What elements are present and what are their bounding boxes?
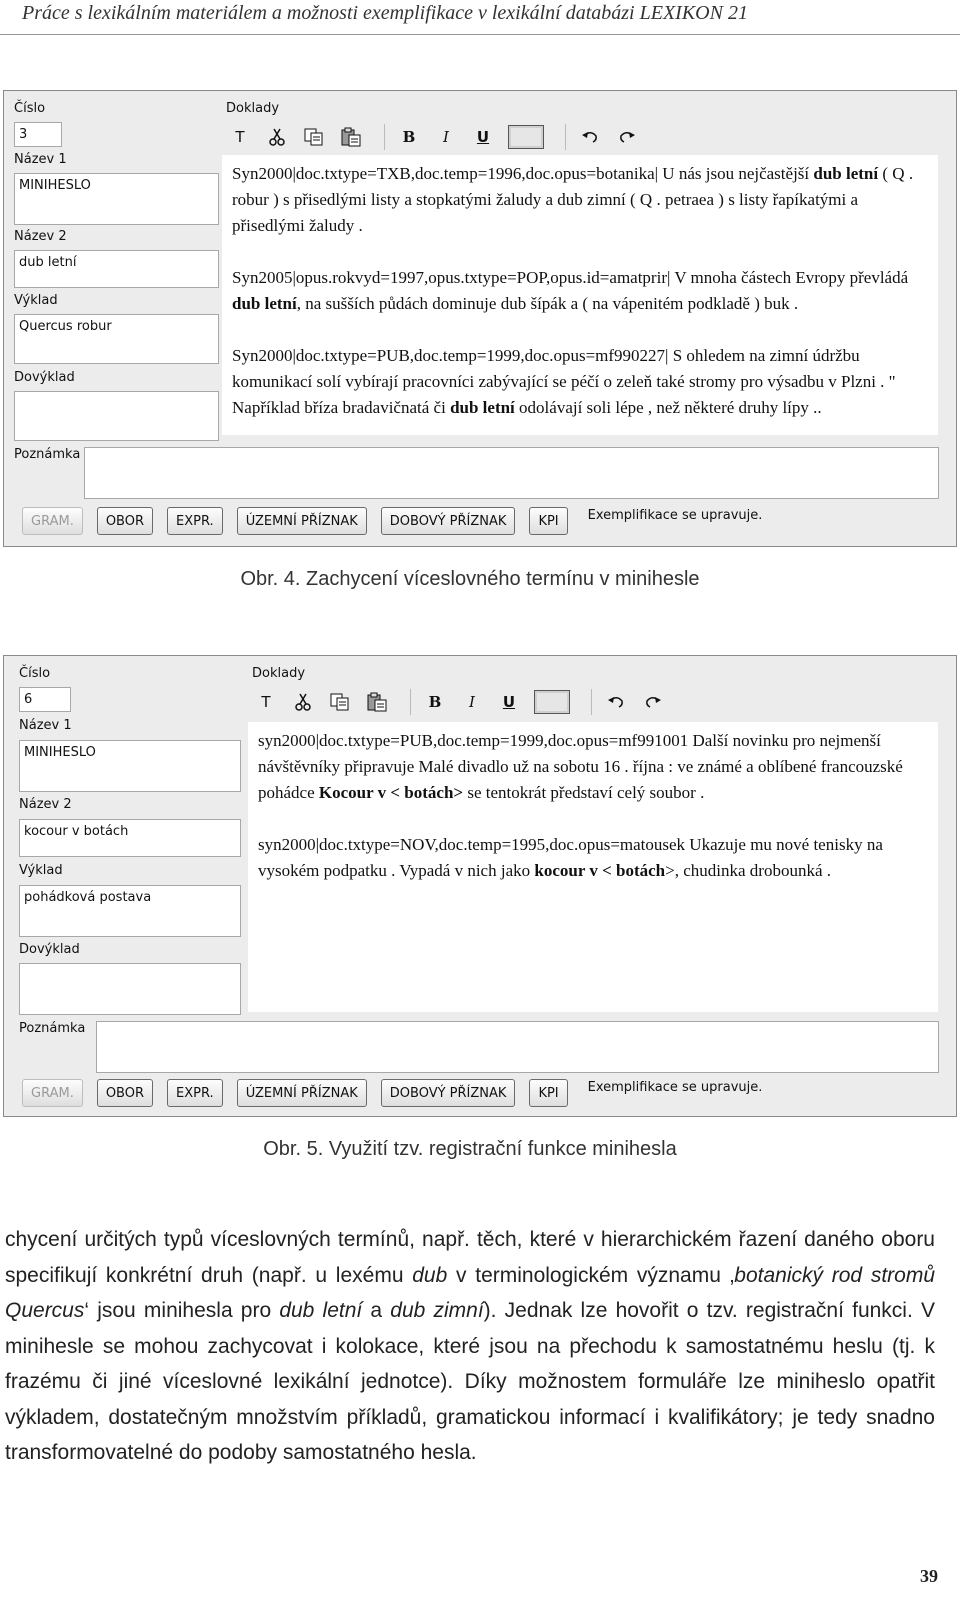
headword-highlight: dub letní xyxy=(450,398,515,417)
doklad-text: >, chudinka drobounká . xyxy=(665,861,831,880)
body-text-segment: ‘ jsou minihesla pro xyxy=(84,1299,280,1322)
paste-icon[interactable] xyxy=(363,689,391,715)
headword-highlight: kocour v < botách xyxy=(534,861,666,880)
lexikon-form-screenshot-1 xyxy=(3,90,957,547)
doklad-paragraph xyxy=(258,728,928,806)
doklad-text: syn2000|doc.txtype=PUB,doc.temp=1999,doc.opus=mf991001 Další novinku pro nejmenší návštěvníky připravuje Malé divadlo už na sobotu 16 . října : ve známé a oblíbené francouzské pohádce xyxy=(258,731,903,802)
undo-icon[interactable] xyxy=(602,689,630,715)
body-text-segment: a xyxy=(362,1299,391,1322)
expr-button[interactable]: EXPR. xyxy=(167,507,223,535)
label-poznamka: Poznámka xyxy=(14,447,81,462)
label-doklady: Doklady xyxy=(252,666,306,681)
expr-button[interactable]: EXPR. xyxy=(167,1079,223,1107)
doklad-text: , na sušších půdách dominuje dub šípák a ( na vápenitém podkladě ) buk . xyxy=(296,294,799,313)
headword-highlight: dub letní xyxy=(232,294,297,313)
running-head: Práce s lexikálním materiálem a možnosti exemplifikace v lexikální databázi LEXIKON 21 xyxy=(22,2,748,24)
italic-icon[interactable]: I xyxy=(443,128,449,146)
nazev2-field[interactable]: dub letní xyxy=(14,250,219,288)
gram-button[interactable]: GRAM. xyxy=(22,1079,83,1107)
nazev2-field[interactable]: kocour v botách xyxy=(19,819,241,857)
doklad-text: Syn2000|doc.txtype=PUB,doc.temp=1999,doc.opus=mf990227| S ohledem na zimní údržbu komunikací solí vybírají pracovníci zabývající se péčí o zeleň také stromy pro výsadbu v Plzni . " Například bříza bradavičnatá či xyxy=(232,346,896,417)
page-number: 39 xyxy=(920,1566,938,1586)
dobovy-priznak-button[interactable]: DOBOVÝ PŘÍZNAK xyxy=(381,1079,516,1107)
gram-button[interactable]: GRAM. xyxy=(22,507,83,535)
text-tool-icon[interactable]: T xyxy=(261,693,271,711)
italic-term: dub xyxy=(412,1263,448,1287)
vyklad-field[interactable]: pohádková postava xyxy=(19,885,241,937)
doklad-paragraph xyxy=(232,161,928,239)
status-text: Exemplifikace se upravuje. xyxy=(587,1079,763,1095)
bold-icon[interactable]: B xyxy=(428,693,442,711)
cut-icon[interactable] xyxy=(289,689,317,715)
nazev1-field[interactable]: MINIHESLO xyxy=(19,740,241,792)
paste-icon[interactable] xyxy=(337,124,365,150)
underline-icon[interactable]: U xyxy=(476,128,490,146)
label-nazev2: Název 2 xyxy=(14,229,67,244)
doklad-text: se tentokrát představí celý soubor . xyxy=(463,783,705,802)
label-nazev1: Název 1 xyxy=(19,718,72,733)
italic-icon[interactable]: I xyxy=(469,693,475,711)
header-rule xyxy=(0,34,960,35)
headword-highlight: Kocour v < botách> xyxy=(318,783,464,802)
uzemni-priznak-button[interactable]: ÚZEMNÍ PŘÍZNAK xyxy=(237,1079,367,1107)
doklad-text: Syn2000|doc.txtype=TXB,doc.temp=1996,doc.opus=botanika| U nás jsou nejčastější xyxy=(232,164,814,183)
lexikon-form-screenshot-2 xyxy=(3,655,957,1117)
underline-icon[interactable]: U xyxy=(502,693,516,711)
doklad-paragraph xyxy=(258,832,928,884)
label-doklady: Doklady xyxy=(226,101,280,116)
copy-icon[interactable] xyxy=(326,689,354,715)
kpi-button[interactable]: KPI xyxy=(529,507,567,535)
label-vyklad: Výklad xyxy=(14,293,58,308)
toolbar-separator xyxy=(384,124,385,150)
toolbar-separator xyxy=(410,689,411,715)
color-picker-icon[interactable] xyxy=(506,124,546,150)
body-paragraph xyxy=(5,1222,935,1471)
figure-caption-5: Obr. 5. Využití tzv. registrační funkce minihesla xyxy=(263,1138,677,1160)
status-text: Exemplifikace se upravuje. xyxy=(587,507,763,523)
doklad-text: ( Q . robur ) s přisedlými listy a stopkatými žaludy a dub zimní ( Q . petraea ) s listy řapíkatými a přisedlými žaludy . xyxy=(232,164,914,235)
label-nazev2: Název 2 xyxy=(19,797,72,812)
vyklad-field[interactable]: Quercus robur xyxy=(14,314,219,364)
bold-icon[interactable]: B xyxy=(402,128,416,146)
dovyklad-field[interactable] xyxy=(14,391,219,441)
redo-icon[interactable] xyxy=(613,124,641,150)
redo-icon[interactable] xyxy=(639,689,667,715)
doklad-text: odolávají soli lépe , než některé druhy lípy .. xyxy=(514,398,822,417)
text-tool-icon[interactable]: T xyxy=(235,128,245,146)
toolbar-separator xyxy=(591,689,592,715)
doklady-editor[interactable] xyxy=(222,155,938,435)
body-text-segment: ). Jednak lze hovořit o tzv. registrační funkci. V minihesle se mohou zachycovat i kolokace, které jsou na přechodu k samostatnému heslu (tj. k frazému či jiné víceslovné lexikální jednotce). Díky možnostem formuláře lze miniheslo opatřit výkladem, dostatečným množstvím příkladů, gramatickou informací i kvalifikátory; je tedy snadno transformovatelné do podoby samostatného hesla. xyxy=(5,1299,935,1464)
body-text-segment: v terminologickém významu ‚ xyxy=(447,1263,735,1287)
label-cislo: Číslo xyxy=(14,101,46,116)
label-nazev1: Název 1 xyxy=(14,152,67,167)
italic-term: dub letní xyxy=(279,1299,363,1322)
headword-highlight: dub letní xyxy=(813,164,879,183)
body-text-segment: chycení určitých typů víceslovných termínů, např. těch, které v hierarchickém řazení daného oboru specifikují konkrétní druh (např. u lexému xyxy=(5,1228,935,1287)
copy-icon[interactable] xyxy=(300,124,328,150)
doklady-editor[interactable] xyxy=(248,722,938,1012)
toolbar-separator xyxy=(565,124,566,150)
nazev1-field[interactable]: MINIHESLO xyxy=(14,173,219,225)
button-row xyxy=(22,1078,762,1108)
undo-icon[interactable] xyxy=(576,124,604,150)
label-vyklad: Výklad xyxy=(19,863,63,878)
kpi-button[interactable]: KPI xyxy=(529,1079,567,1107)
cislo-field[interactable]: 6 xyxy=(19,687,71,712)
dobovy-priznak-button[interactable]: DOBOVÝ PŘÍZNAK xyxy=(381,507,516,535)
color-picker-icon[interactable] xyxy=(532,689,572,715)
doklad-text: Syn2005|opus.rokvyd=1997,opus.txtype=POP,opus.id=amatprir| V mnoha částech Evropy převládá xyxy=(232,268,909,287)
cislo-field[interactable]: 3 xyxy=(14,122,62,147)
label-dovyklad: Dovýklad xyxy=(14,370,75,385)
doklad-text: syn2000|doc.txtype=NOV,doc.temp=1995,doc.opus=matousek Ukazuje mu nové tenisky na vysokém podpatku . Vypadá v nich jako xyxy=(258,835,883,880)
figure-caption-4: Obr. 4. Zachycení víceslovného termínu v minihesle xyxy=(240,568,700,590)
doklad-paragraph xyxy=(232,343,928,421)
doklad-paragraph xyxy=(232,265,928,317)
obor-button[interactable]: OBOR xyxy=(97,1079,153,1107)
poznamka-field[interactable] xyxy=(96,1021,939,1073)
label-poznamka: Poznámka xyxy=(19,1021,86,1036)
dovyklad-field[interactable] xyxy=(19,963,241,1015)
editor-toolbar xyxy=(252,682,676,722)
editor-toolbar xyxy=(226,117,650,157)
cut-icon[interactable] xyxy=(263,124,291,150)
obor-button[interactable]: OBOR xyxy=(97,507,153,535)
button-row xyxy=(22,506,762,536)
label-cislo: Číslo xyxy=(19,666,51,681)
label-dovyklad: Dovýklad xyxy=(19,942,80,957)
italic-term: botanický rod stromů Quercus xyxy=(5,1263,936,1322)
italic-term: dub zimní xyxy=(390,1299,484,1322)
poznamka-field[interactable] xyxy=(84,447,939,499)
uzemni-priznak-button[interactable]: ÚZEMNÍ PŘÍZNAK xyxy=(237,507,367,535)
